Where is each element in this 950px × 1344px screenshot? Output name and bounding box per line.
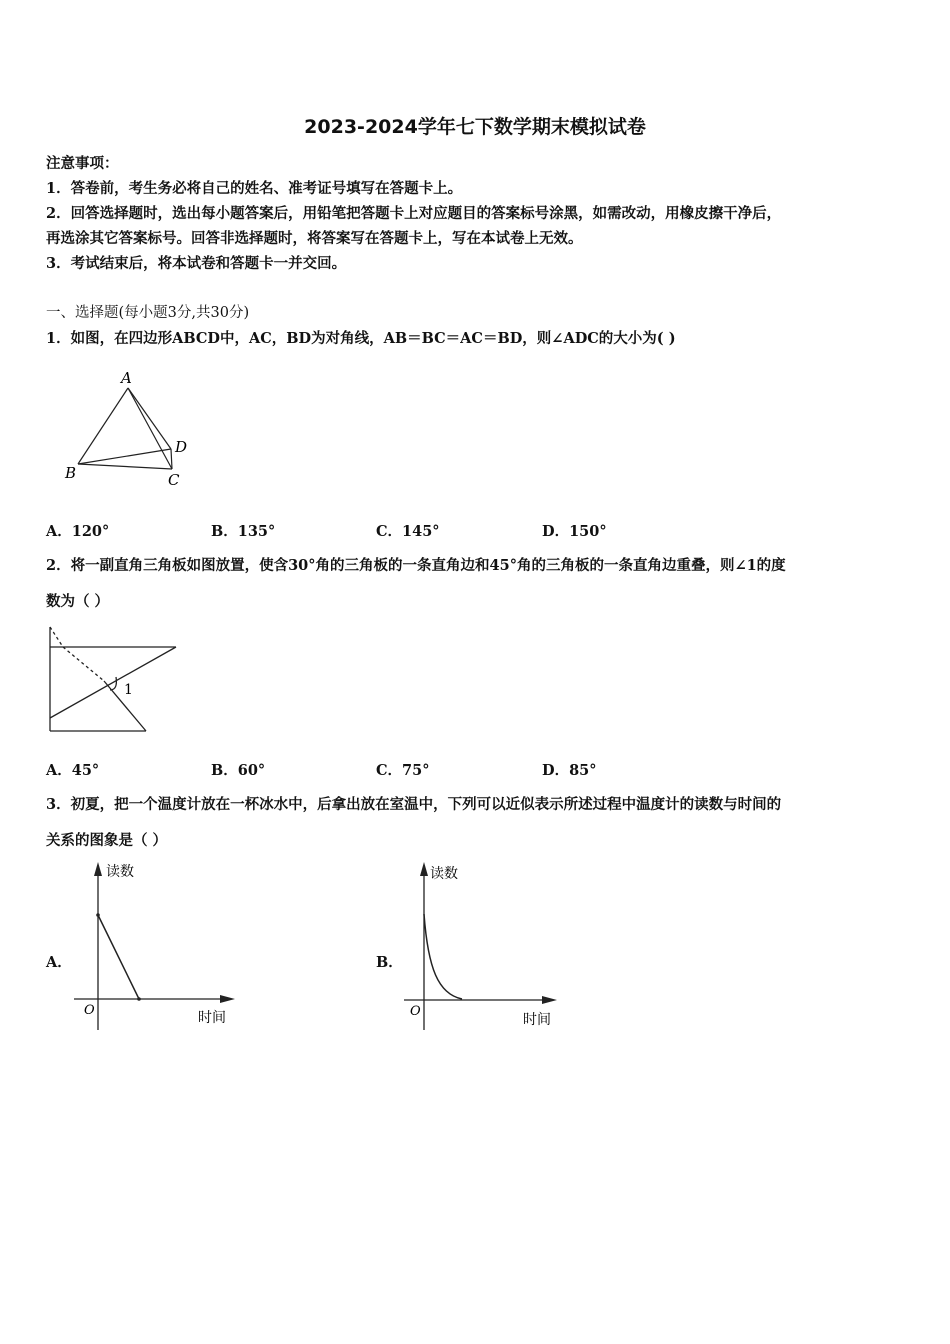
q3-graph-a [70, 858, 245, 1033]
x-axis-label: 时间 [198, 1010, 226, 1026]
question-2-figure [44, 622, 184, 737]
notice-item-3: 3．考试结束后，将本试卷和答题卡一并交回。 [46, 255, 347, 272]
x-axis-arrow-icon [542, 996, 557, 1004]
question-2-text-line-1: 2．将一副直角三角板如图放置，使含30°角的三角板的一条直角边和45°角的三角板的一条直角边重叠，则∠1的度 [46, 557, 786, 574]
segment-bd [78, 449, 171, 464]
segment-ab [78, 388, 128, 464]
origin-label: O [84, 1003, 95, 1018]
notice-item-2-continued: 再选涂其它答案标号。回答非选择题时，将答案写在答题卡上，写在本试卷上无效。 [46, 230, 583, 247]
q2-option-d[interactable]: D．85° [542, 762, 597, 779]
reading-curve [424, 914, 462, 999]
y-axis-label: 读数 [106, 864, 134, 880]
question-3-text-line-1: 3．初夏，把一个温度计放在一杯冰水中，后拿出放在室温中，下列可以近似表示所述过程中温度计的读数与时间的 [46, 796, 782, 813]
y-axis-arrow-icon [94, 862, 102, 876]
q1-option-b[interactable]: B．135° [211, 523, 276, 540]
q3-option-b[interactable]: B． [376, 954, 403, 971]
exam-title: 2023-2024学年七下数学期末模拟试卷 [304, 116, 646, 138]
label-a: A [121, 369, 132, 387]
triangle-45-hypotenuse-upper [50, 627, 63, 647]
q3-graph-b [400, 858, 575, 1033]
label-d: D [175, 438, 188, 456]
question-1-figure [60, 366, 200, 491]
segment-bc [78, 464, 172, 469]
q3-option-a[interactable]: A． [46, 954, 72, 971]
q2-option-c[interactable]: C．75° [376, 762, 430, 779]
q2-option-a[interactable]: A．45° [46, 762, 100, 779]
question-2-text-line-2: 数为（ ） [46, 593, 110, 610]
notice-item-2: 2．回答选择题时，选出每小题答案后，用铅笔把答题卡上对应题目的答案标号涂黑，如需改动，用橡皮擦干净后， [46, 205, 782, 222]
reading-curve [98, 915, 139, 999]
question-3-text-line-2: 关系的图象是（ ） [46, 832, 168, 849]
x-axis-label: 时间 [523, 1012, 551, 1028]
segment-ad [128, 388, 171, 449]
triangle-30-hypotenuse [50, 647, 176, 718]
segment-ac [128, 388, 172, 469]
question-1-text: 1．如图，在四边形ABCD中，AC，BD为对角线，AB＝BC＝AC＝BD，则∠ADC的大小为( ) [46, 330, 676, 347]
segment-cd [171, 449, 172, 469]
notice-heading: 注意事项： [46, 155, 119, 172]
section-heading: 一、选择题(每小题3分,共30分) [46, 305, 250, 321]
origin-label: O [410, 1004, 421, 1019]
label-b: B [65, 464, 77, 482]
q1-option-a[interactable]: A．120° [46, 523, 110, 540]
x-axis-arrow-icon [220, 995, 235, 1003]
y-axis-arrow-icon [420, 862, 428, 876]
start-point [96, 913, 100, 917]
y-axis-label: 读数 [430, 866, 458, 882]
q1-option-c[interactable]: C．145° [376, 523, 440, 540]
notice-item-1: 1．答卷前，考生务必将自己的姓名、准考证号填写在答题卡上。 [46, 180, 463, 197]
q1-option-d[interactable]: D．150° [542, 523, 607, 540]
triangle-45-hypotenuse-dashed [63, 647, 104, 681]
angle-1-label: 1 [124, 682, 133, 698]
label-c: C [168, 471, 180, 489]
q2-option-b[interactable]: B．60° [211, 762, 266, 779]
end-point [137, 997, 141, 1001]
